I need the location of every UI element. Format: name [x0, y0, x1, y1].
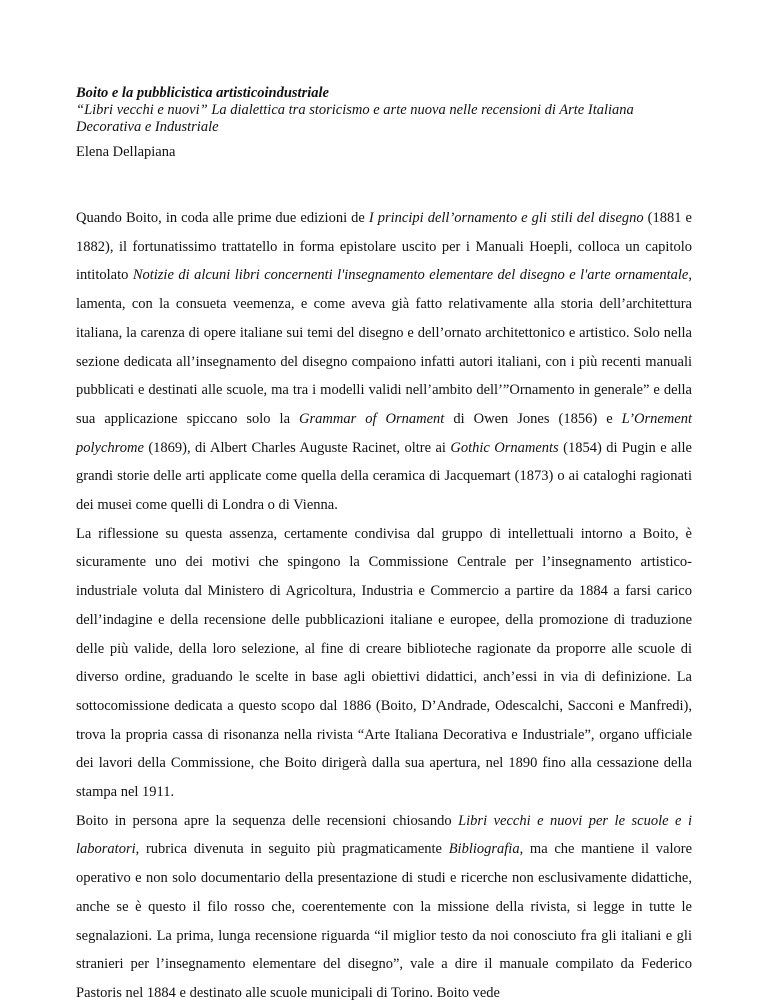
paragraph-3-text-2: , rubrica divenuta in seguito più pragmaticamente	[135, 841, 449, 858]
paragraph-1-italic-5: Gothic Ornaments	[450, 439, 559, 456]
paragraph-1-italic-4: L’Ornement polychrome	[76, 410, 692, 456]
paragraph-3-text-1: Boito in persona apre la sequenza delle recensioni chiosando	[76, 812, 459, 829]
paragraph-3-text-3: , ma che mantiene il valore operativo e non solo documentario della presentazione di studi e ricerche non esclusivamente didattiche, anche se è questo il filo rosso che, coerentemente con la missione della rivista, si legge in tutte le segnalazioni. La prima, lunga recensione riguarda “il miglior testo da noi conosciuto fra gli italiani e gli stranieri per l’insegnamento elementare del disegno”, vale a dire il manuale compilato da Federico Pastoris nel 1884 e destinato alle scuole municipali di Torino. Boito vede	[76, 841, 692, 1001]
paragraph-1-text-5: (1869), di Albert Charles Auguste Racinet, oltre ai	[143, 439, 451, 456]
paragraph-1-text-2: (1881 e 1882), il fortunatissimo trattatello in forma epistolare uscito per i Manuali Hoepli, colloca un capitolo intitolato	[76, 210, 692, 284]
document-subtitle: “Libri vecchi e nuovi” La dialettica tra storicismo e arte nuova nelle recensioni di Arte Italiana Decorativa e Industriale	[76, 102, 634, 135]
paragraph-1-italic-1: I principi dell’ornamento e gli stili del disegno	[368, 210, 644, 226]
paragraph-1-text-3: , lamenta, con la consueta veemenza, e come aveva già fatto relativamente alla storia dell’architettura italiana, la carenza di opere italiane sui temi del disegno e dell’ornato architettonico e artistico. Solo nella sezione dedicata all’insegnamento del disegno compaiono infatti autori italiani, con i più recenti manuali pubblicati e destinati alle scuole, ma tra i modelli validi nell’ambito dell’”Ornamento in generale” e della sua applicazione spiccano solo la	[76, 267, 692, 427]
paragraph-1-text-4: di Owen Jones (1856) e	[444, 410, 622, 427]
document-title: Boito e la pubblicistica artisticoindustriale	[76, 85, 329, 101]
document-header	[76, 85, 696, 136]
paragraph-1-italic-3: Grammar of Ornament	[299, 410, 445, 427]
paragraph-3-italic-1: Libri vecchi e nuovi per le scuole e i laboratori	[76, 812, 692, 858]
body-text	[76, 204, 692, 1008]
paragraph-1-text-6: (1854) di Pugin e alle grandi storie delle arti applicate come quella della ceramica di Jacquemart (1873) o ai cataloghi ragionati dei musei come quelli di Londra o di Vienna.	[76, 439, 692, 514]
paragraph-3-italic-2: Bibliografia	[448, 841, 520, 858]
paragraph-2: La riflessione su questa assenza, certamente condivisa dal gruppo di intellettuali intorno a Boito, è sicuramente uno dei motivi che spingono la Commissione Centrale per l’insegnamento artistico-industriale voluta dal Ministero di Agricoltura, Industria e Commercio a partire da 1884 a farsi carico dell’indagine e della recensione delle pubblicazioni italiane e europee, della promozione di traduzione delle più valide, della loro selezione, al fine di creare biblioteche ragionate da proporre alle scuole di diverso ordine, graduando le scelte in base agli obiettivi didattici, anch’essi in via di definizione. La sottocomissione dedicata a questo scopo dal 1886 (Boito, D’Andrade, Odescalchi, Sacconi e Manfredi), trova la propria cassa di risonanza nella rivista “Arte Italiana Decorativa e Industriale”, organo ufficiale dei lavori della Commissione, che Boito dirigerà dalla sua apertura, nel 1890 fino alla cessazione della stampa nel 1911.	[76, 525, 692, 801]
paragraph-1	[76, 204, 692, 520]
paragraph-1-text-1: Quando Boito, in coda alle prime due edizioni de	[76, 210, 369, 226]
paragraph-1-italic-2: Notizie di alcuni libri concernenti l'insegnamento elementare del disegno e l'arte ornamentale	[132, 267, 689, 284]
author-name: Elena Dellapiana	[76, 144, 176, 160]
paragraph-3	[76, 807, 692, 1008]
